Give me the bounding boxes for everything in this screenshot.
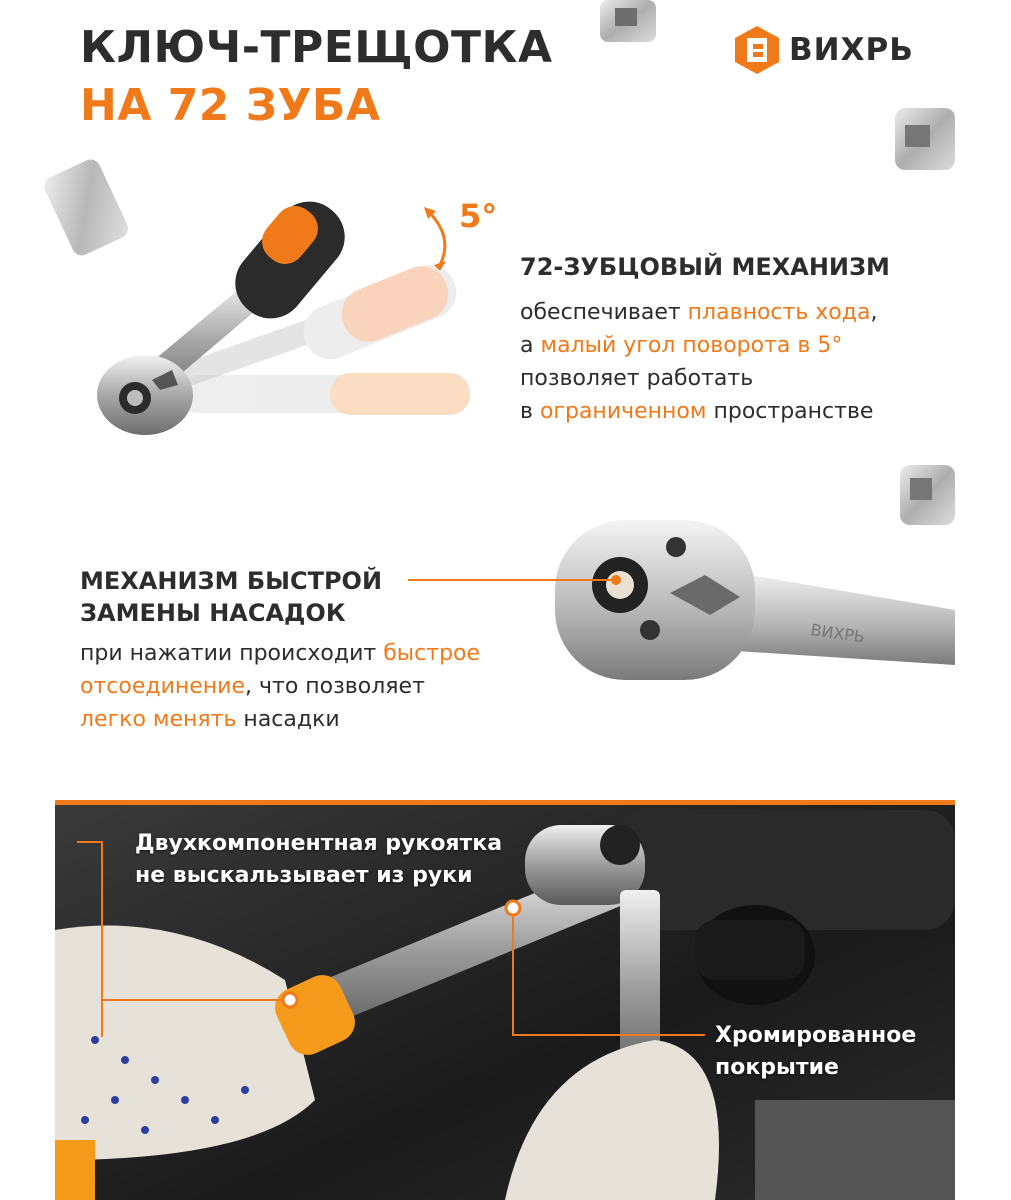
pointer-line: [408, 570, 628, 590]
brand-logo: [733, 24, 948, 76]
feature2-description: при нажатии происходит быстрое отсоединение, что позволяет легко менять насадки: [80, 641, 481, 732]
feature2-heading: МЕХАНИЗМ БЫСТРОЙ ЗАМЕНЫ НАСАДОК: [80, 567, 383, 627]
page-title-line2: НА 72 ЗУБА: [80, 80, 381, 131]
page-title-line1: КЛЮЧ-ТРЕЩОТКА: [80, 22, 553, 73]
photo-top-border: [55, 800, 955, 805]
handle-caption: Двухкомпонентная рукоятка не выскальзывает из руки: [135, 831, 503, 888]
brand-name: ВИХРЬ: [789, 32, 914, 68]
brand-b-hexagon-icon: [733, 24, 781, 76]
feature1-description: обеспечивает плавность хода, а малый угол поворота в 5° позволяет работать в ограниченном пространстве: [520, 300, 878, 424]
svg-text:ВИХРЬ: ВИХРЬ: [809, 620, 867, 647]
angle-label: 5°: [459, 197, 498, 235]
socket-right-icon: [895, 108, 955, 170]
socket-top-icon: [600, 0, 656, 42]
feature1-heading: 72-ЗУБЦОВЫЙ МЕХАНИЗМ: [520, 253, 890, 281]
ratchet-head-image: [540, 515, 955, 695]
chrome-caption: Хромированное покрытие: [715, 1023, 917, 1080]
rotation-arrow-icon: [420, 205, 460, 270]
